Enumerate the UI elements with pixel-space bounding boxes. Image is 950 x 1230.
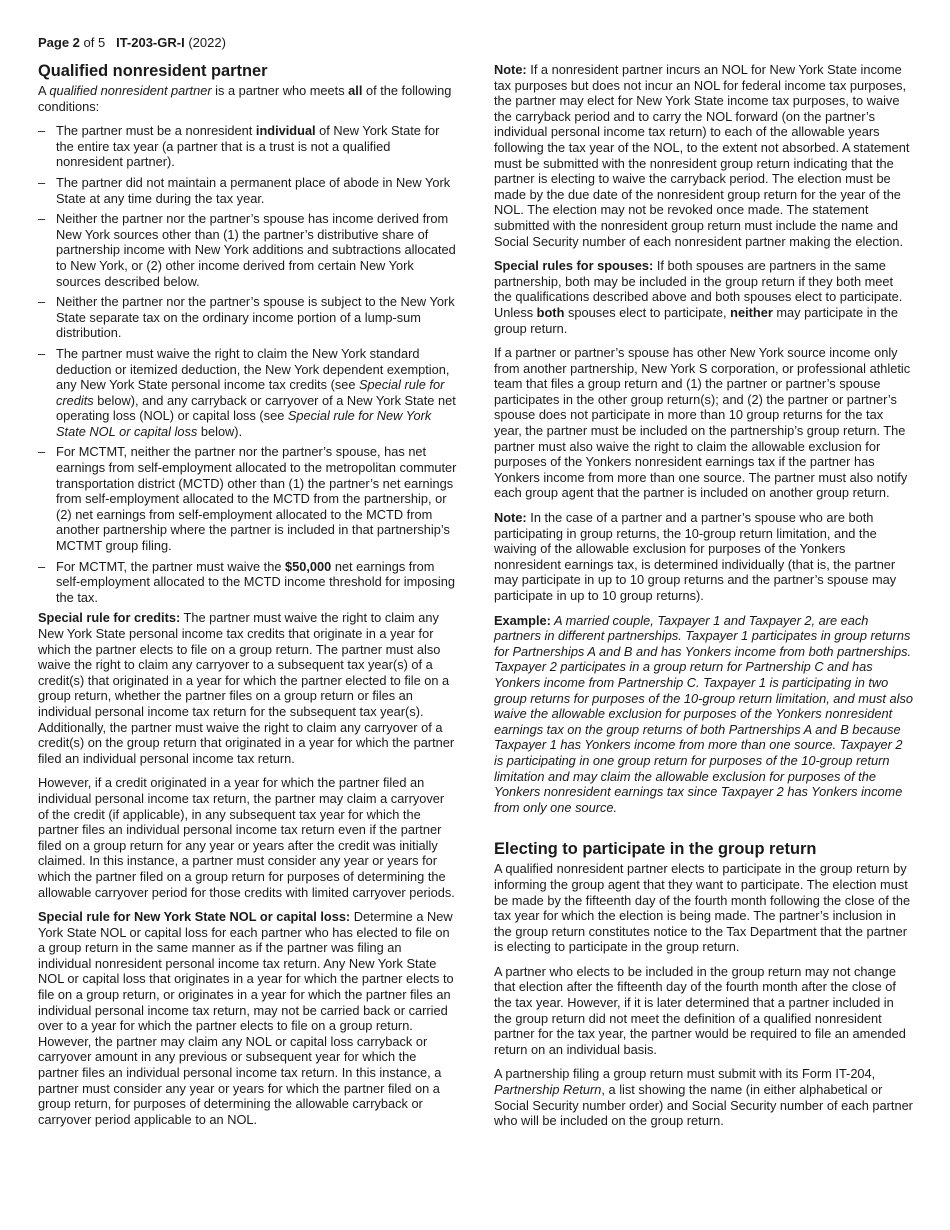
note-nol-paragraph: Note: If a nonresident partner incurs an NOL for New York State income tax purposes but does not incur an NOL for federal income tax purposes, the partner may elect for New York State income tax purposes, to waive the carryback period and to carry the NOL forward (on the partner’s individual personal income tax return) to each of the allowable years following the tax year of the NOL, to the extent not absorbed. A statement must be submitted with the nonresident group return indicating that the partner is electing to waive the carryback period. The election must be made by the due date of the nonresident group return for the year of the NOL. The election may not be revoked once made. The statement submitted with the nonresident group return must include the name and Social Security number of each nonresident partner making the election. (494, 62, 910, 249)
form-year: (2022) (188, 35, 226, 50)
list-item: – The partner must be a nonresident individual of New York State for the entire tax year (a partner that is a trust is not a qualified nonresident partner). (38, 123, 458, 170)
left-column (38, 62, 458, 1136)
list-item: – For MCTMT, the partner must waive the $50,000 net earnings from self-employment allocated to the MCTD income threshold for imposing the tax. (38, 559, 458, 606)
right-column (494, 62, 914, 1138)
elect-paragraph-2: A partner who elects to be included in the group return may not change that election after the fifteenth day of the fourth month after the close of the tax year. However, if it is later determined that a partner included in the group return did not meet the definition of a qualified nonresident partner for the tax year, the partner would be required to file an amended return on an individual basis. (494, 963, 906, 1057)
page-header (38, 35, 226, 51)
conditions-list (38, 123, 458, 605)
nol-paragraph: Special rule for New York State NOL or capital loss: Determine a New York State NOL or capital loss for each partner who has elected to file on a group return in the same manner as if the partner was filing an individual nonresident personal income tax return. Any New York State NOL or capital loss that originates in a year for which the partner elects to file on a group return, or originates in a year for which the partner files an individual personal income tax return, may not be carried back or carried over to a year for which the partner elects to file on a group return. However, the partner may claim any NOL or capital loss carryback or carryover amount in any previous or subsequent year for which the partner files an individual personal income tax return. In this instance, a partner must consider any year or years for which the partner filed on a group return, for purposes of determining the allowable carryback or carryover period applicable to an NOL. (38, 909, 454, 1127)
other-income-paragraph: If a partner or partner’s spouse has other New York source income only from another partnership, New York S corporation, or professional athletic team that files a group return and (1) the partner or partner’s spouse participates in the other group return(s); and (2) the partner or partner’s spouse does not participate in more than 10 group returns for the tax year, the partner must be included on the partnership’s group return. The partner must also waive the right to claim the allowable exclusion for purposes of the Yonkers nonresident earnings tax if the partner has Yonkers income from more than one source. The partner must also notify each group agent that the partner is included on another group return. (494, 345, 911, 501)
spouses-paragraph: Special rules for spouses: If both spouses are partners in the same partnership, both may be included in the group return if they both meet the qualifications described above and both spouses elect to participate. Unless both spouses elect to participate, neither may participate in the group return. (494, 258, 903, 336)
example-paragraph: Example: A married couple, Taxpayer 1 and Taxpayer 2, are each partners in different partnerships. Taxpayer 1 participates in group returns for Partnerships A and B and has Yonkers income from both partnerships. Taxpayer 2 participates in a group return for Partnership C and has Yonkers income from Partnership C. Taxpayer 1 is participating in two group returns for purposes of the 10-group return limitation, and must also waive the allowable exclusion for purposes of the Yonkers nonresident earnings tax on the group returns of both Partnerships A and B because Taxpayer 1 has Yonkers income from more than one source. Taxpayer 2 is participating in one group return for purposes of the 10-group return limitation and may claim the allowable exclusion for purposes of the Yonkers nonresident earnings tax since Taxpayer 2 has Yonkers income from only one source. (494, 612, 913, 815)
page-number: Page 2 (38, 35, 80, 50)
elect-paragraph-1: A qualified nonresident partner elects to participate in the group return by informing the group agent that they want to participate. The election must be made by the fifteenth day of the fourth month following the close of the tax year for which the election is being made. The partner’s inclusion in the group return constitutes notice to the Tax Department that the partner is electing to participate in the group return. (494, 861, 911, 955)
list-item: – For MCTMT, neither the partner nor the partner’s spouse, has net earnings from self-employment allocated to the metropolitan commuter transportation district (MCTD) other than (1) the partner’s net earnings from self-employment allocated to the MCTD from the partnership, or (2) net earnings from self-employment allocated to the MCTD from another partnership where the partner is included in that partnership’s MCTMT group filing. (38, 444, 458, 553)
section-heading-electing: Electing to participate in the group return (494, 840, 817, 859)
note-spouse-paragraph: Note: In the case of a partner and a partner’s spouse who are both participating in group returns, the 10-group return limitation, and the waiving of the allowable exclusion for purposes of the Yonkers nonresident earnings tax, is determined individually (that is, the partner may participate in up to 10 group returns and the partner’s spouse may participate in up to 10 group returns). (494, 510, 897, 603)
section-heading-qualified-partner: Qualified nonresident partner (38, 62, 268, 80)
form-id: IT-203-GR-I (116, 35, 185, 50)
elect-paragraph-3: A partnership filing a group return must submit with its Form IT-204, Partnership Return, a list showing the name (in either alphabetical or Social Security number order) and Social Security number of each partner who will be included on the group return. (494, 1066, 913, 1129)
however-paragraph: However, if a credit originated in a year for which the partner filed an individual personal income tax return, the partner may claim a carryover of the credit (if applicable), in any subsequent tax year for which the partner files an individual personal income tax return even if the partner filed on a group return for any year or years after the credit was initially claimed. In this instance, a partner must consider any year or years for which the partner filed on a group return for purposes of determining the allowable carryover period for those credits with limited carryover periods. (38, 775, 455, 900)
list-item: – The partner must waive the right to claim the New York standard deduction or itemized deduction, the New York dependent exemption, any New York State personal income tax credits (see Special rule for credits below), and any carryback or carryover of a New York State net operating loss (NOL) or capital loss (see Special rule for New York State NOL or capital loss below). (38, 346, 458, 440)
intro-paragraph: A qualified nonresident partner is a partner who meets all of the following conditions: (38, 83, 452, 114)
list-item: – The partner did not maintain a permanent place of abode in New York State at any time during the tax year. (38, 175, 458, 206)
page-count: of 5 (83, 35, 106, 50)
credits-paragraph: Special rule for credits: The partner must waive the right to claim any New York State personal income tax credits that originate in a year for which the partner elects to file on a group return. The partner must also waive the right to claim any carryover to a subsequent tax year(s) of a credit(s) that originated in a year for which the partner elected to file on a group return, whether the partner files on a group return or files an individual personal income tax return for the subsequent tax year(s). Additionally, the partner must waive the right to claim any carryover of a credit(s) on the group return that originated in a year for which the partner filed an individual personal income tax return. (38, 610, 455, 766)
list-item: – Neither the partner nor the partner’s spouse has income derived from New York sources other than (1) the partner’s distributive share of partnership income with New York additions and subtractions allocated to New York, or (2) other income derived from certain New York sources described below. (38, 211, 458, 289)
list-item: – Neither the partner nor the partner’s spouse is subject to the New York State separate tax on the ordinary income portion of a lump-sum distribution. (38, 294, 458, 341)
